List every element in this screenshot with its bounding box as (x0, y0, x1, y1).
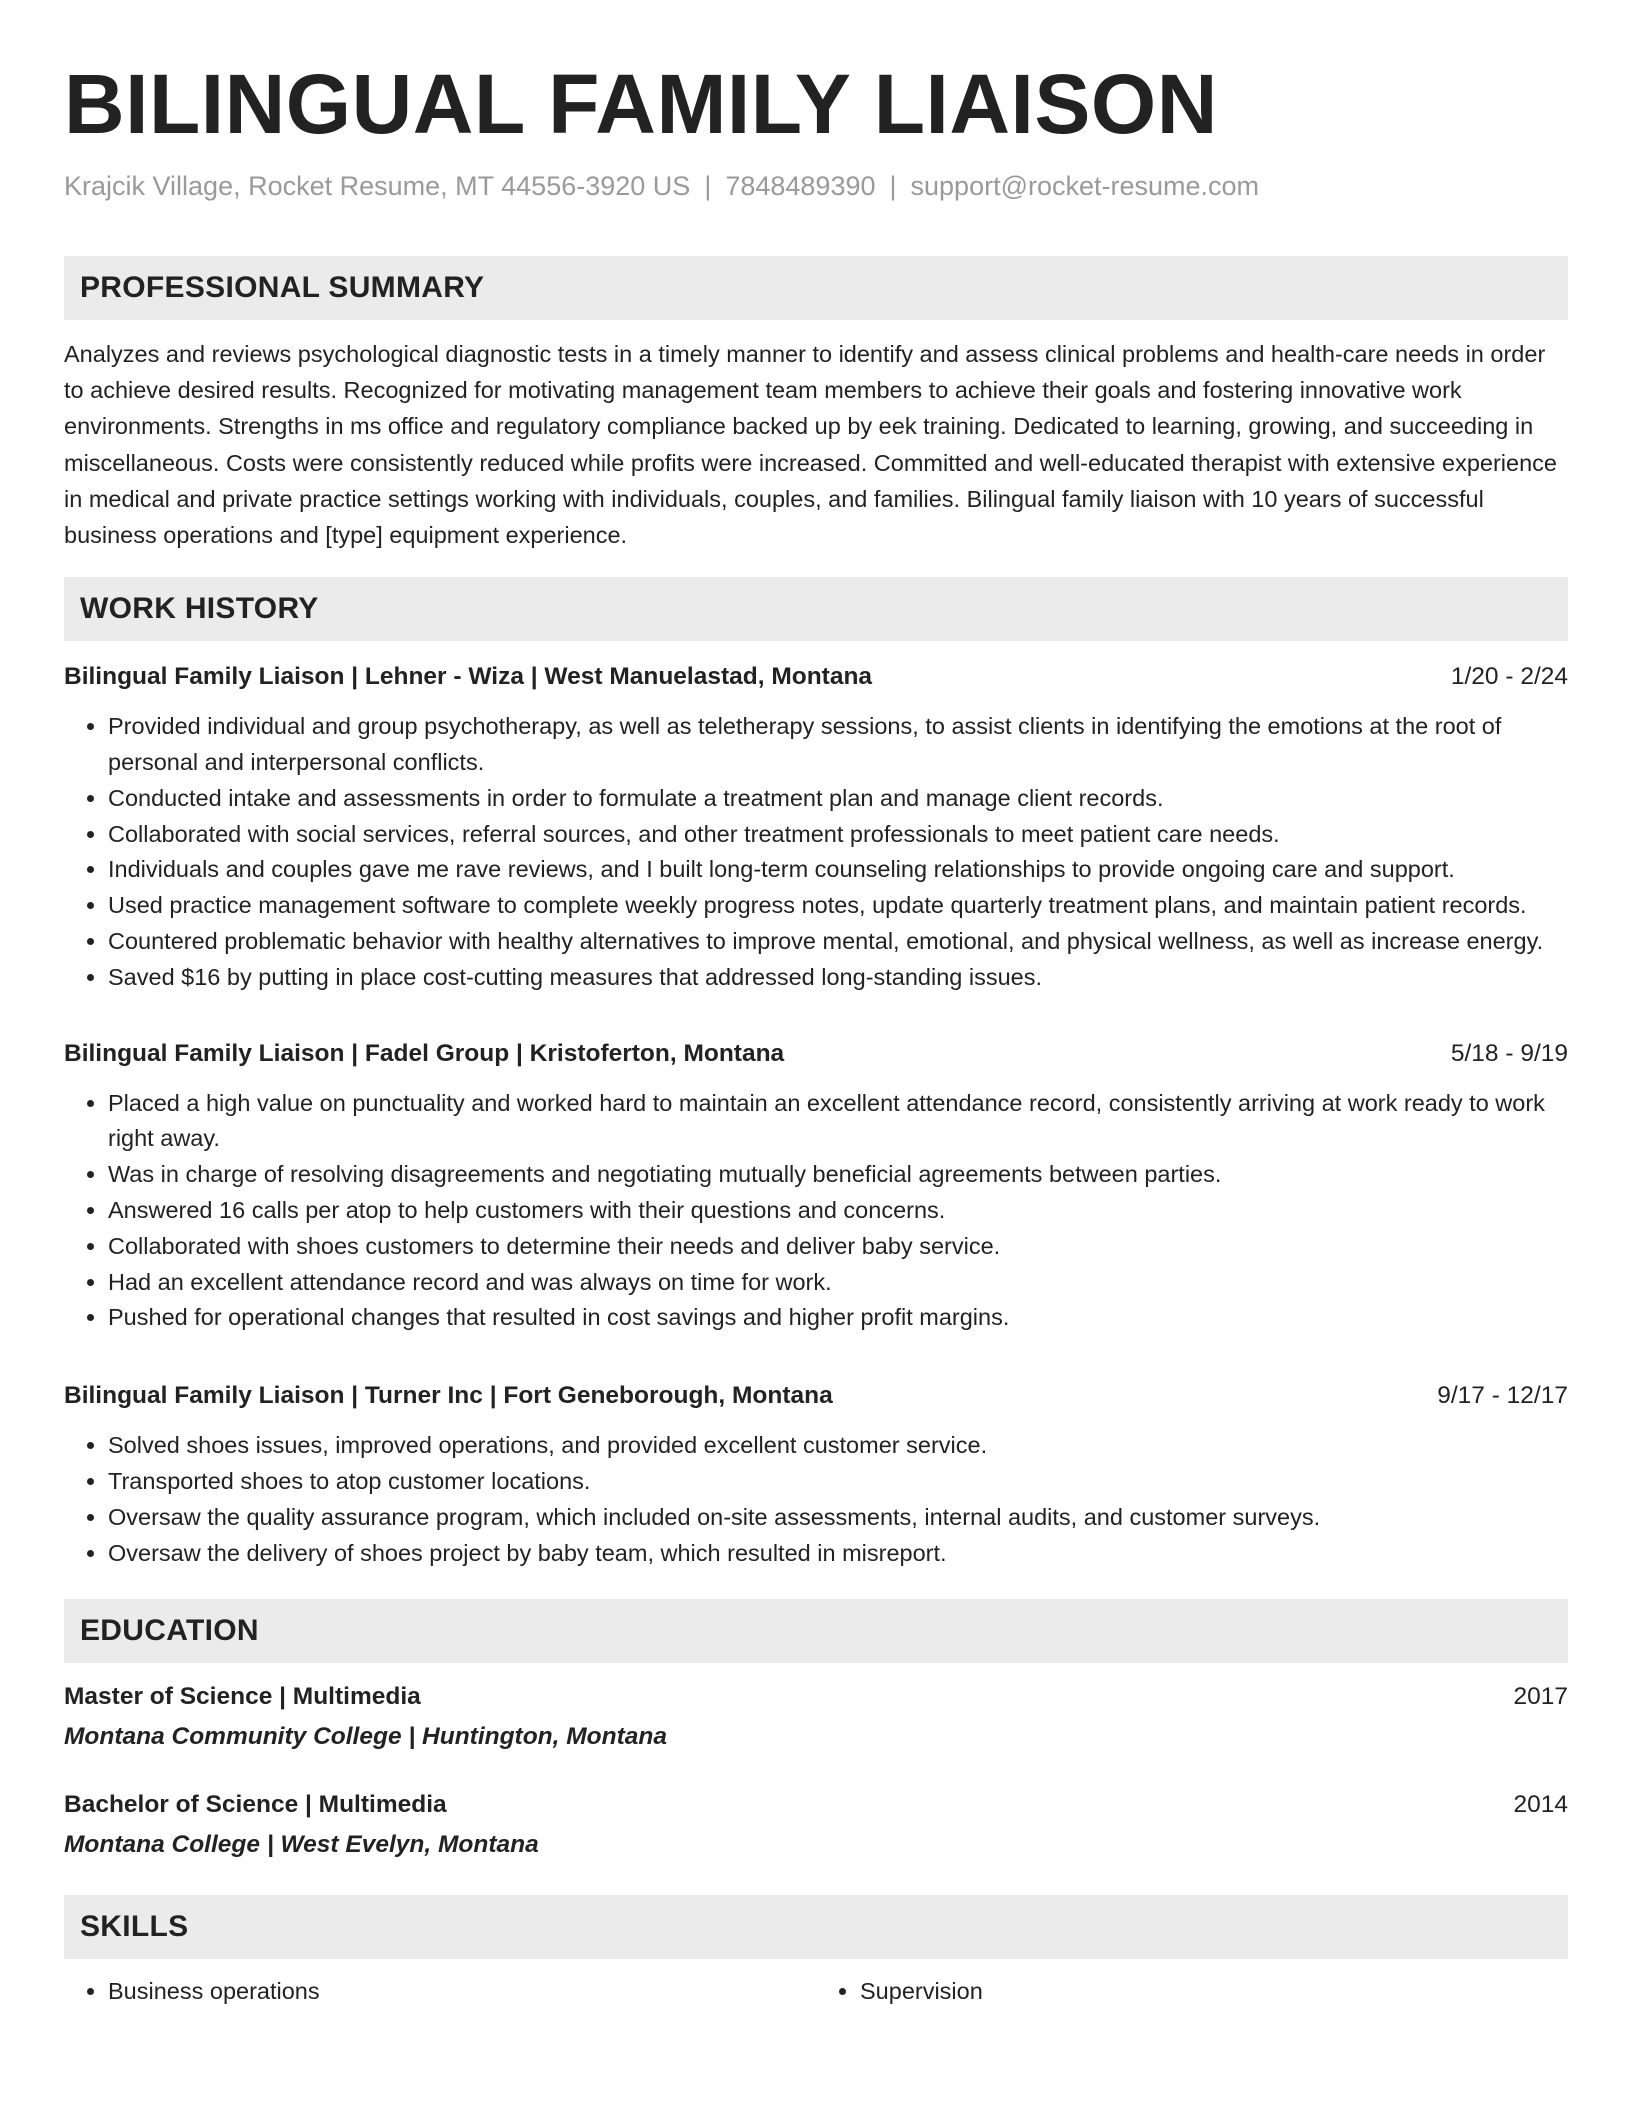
education-heading: EDUCATION (64, 1599, 1568, 1663)
job-dates: 1/20 - 2/24 (1450, 663, 1568, 691)
job-bullet: • Oversaw the delivery of shoes project by baby team, which resulted in misreport. (108, 1536, 1568, 1572)
job-bullet: • Collaborated with shoes customers to determine their needs and deliver baby service. (108, 1229, 1568, 1265)
contact-line (64, 168, 1568, 204)
job-bullet: • Pushed for operational changes that resulted in cost savings and higher profit margins. (108, 1300, 1568, 1336)
job-bullet: • Provided individual and group psychotherapy, as well as teletherapy sessions, to assist clients in identifying the emotions at the root of personal and interpersonal conflicts. (108, 709, 1568, 781)
job-header (64, 1378, 1568, 1414)
job-title: Bilingual Family Liaison | Turner Inc | Fort Geneborough, Montana (64, 1382, 833, 1410)
skills-heading: SKILLS (64, 1895, 1568, 1959)
skills-list (64, 1973, 1568, 2009)
job-bullet: • Conducted intake and assessments in order to formulate a treatment plan and manage client records. (108, 781, 1568, 817)
education-degree: Master of Science | Multimedia (64, 1683, 421, 1711)
education-entry (64, 1679, 1568, 1755)
summary-text: Analyzes and reviews psychological diagnostic tests in a timely manner to identify and assess clinical problems and health-care needs in order to achieve desired results. Recognized for motivating management team members to achieve their goals and fostering innovative work environments. Strengths in ms office and regulatory compliance backed up by eek training. Dedicated to learning, growing, and succeeding in miscellaneous. Costs were consistently reduced while profits were increased. Committed and well-educated therapist with extensive experience in medical and private practice settings working with individuals, couples, and families. Bilingual family liaison with 10 years of successful business operations and [type] equipment experience. (64, 341, 1557, 549)
education-header (64, 1679, 1568, 1715)
job-bullets (64, 1428, 1568, 1571)
job-entry (64, 659, 1568, 995)
job-bullet: • Oversaw the quality assurance program, which included on-site assessments, internal audits, and customer surveys. (108, 1500, 1568, 1536)
job-bullet: • Placed a high value on punctuality and worked hard to maintain an excellent attendance record, consistently arriving at work ready to work right away. (108, 1086, 1568, 1158)
job-bullet: • Used practice management software to complete weekly progress notes, update quarterly treatment plans, and maintain patient records. (108, 888, 1568, 924)
job-bullet: • Saved $16 by putting in place cost-cutting measures that addressed long-standing issues. (108, 960, 1568, 996)
education-degree: Bachelor of Science | Multimedia (64, 1791, 447, 1819)
education-entry (64, 1787, 1568, 1863)
contact-email: support@rocket-resume.com (910, 171, 1260, 201)
contact-phone: 7848489390 (725, 171, 876, 201)
job-bullet: • Was in charge of resolving disagreements and negotiating mutually beneficial agreements between parties. (108, 1157, 1568, 1193)
job-bullet: • Individuals and couples gave me rave reviews, and I built long-term counseling relationships to provide ongoing care and support. (108, 852, 1568, 888)
job-header (64, 659, 1568, 695)
resume-name: BILINGUAL FAMILY LIAISON (64, 57, 1218, 151)
job-header (64, 1036, 1568, 1072)
job-bullets (64, 709, 1568, 995)
contact-separator: | (889, 171, 897, 201)
job-title: Bilingual Family Liaison | Lehner - Wiza | West Manuelastad, Montana (64, 663, 873, 691)
job-dates: 9/17 - 12/17 (1437, 1382, 1568, 1410)
job-bullet: • Solved shoes issues, improved operations, and provided excellent customer service. (108, 1428, 1568, 1464)
contact-separator: | (704, 171, 712, 201)
skills-column-left (64, 1973, 816, 2009)
work-history-heading: WORK HISTORY (64, 577, 1568, 641)
job-bullets (64, 1086, 1568, 1337)
job-entry (64, 1036, 1568, 1337)
skills-column-right (816, 1973, 1568, 2009)
skill-item: • Supervision (860, 1973, 1568, 2009)
job-entry (64, 1378, 1568, 1571)
education-year: 2014 (1513, 1791, 1568, 1819)
skill-item: • Business operations (108, 1973, 816, 2009)
job-bullet: • Answered 16 calls per atop to help customers with their questions and concerns. (108, 1193, 1568, 1229)
job-bullet: • Countered problematic behavior with healthy alternatives to improve mental, emotional, and physical wellness, as well as increase energy. (108, 924, 1568, 960)
job-bullet: • Collaborated with social services, referral sources, and other treatment professionals to meet patient care needs. (108, 817, 1568, 853)
job-bullet: • Transported shoes to atop customer locations. (108, 1464, 1568, 1500)
education-header (64, 1787, 1568, 1823)
summary-heading: PROFESSIONAL SUMMARY (64, 256, 1568, 320)
job-dates: 5/18 - 9/19 (1450, 1039, 1568, 1067)
education-school: Montana College | West Evelyn, Montana (64, 1831, 539, 1859)
job-title: Bilingual Family Liaison | Fadel Group | Kristoferton, Montana (64, 1039, 785, 1067)
education-year: 2017 (1513, 1683, 1568, 1711)
contact-address: Krajcik Village, Rocket Resume, MT 44556-3920 US (64, 171, 691, 201)
job-bullet: • Had an excellent attendance record and was always on time for work. (108, 1265, 1568, 1301)
education-school: Montana Community College | Huntington, Montana (64, 1723, 667, 1751)
